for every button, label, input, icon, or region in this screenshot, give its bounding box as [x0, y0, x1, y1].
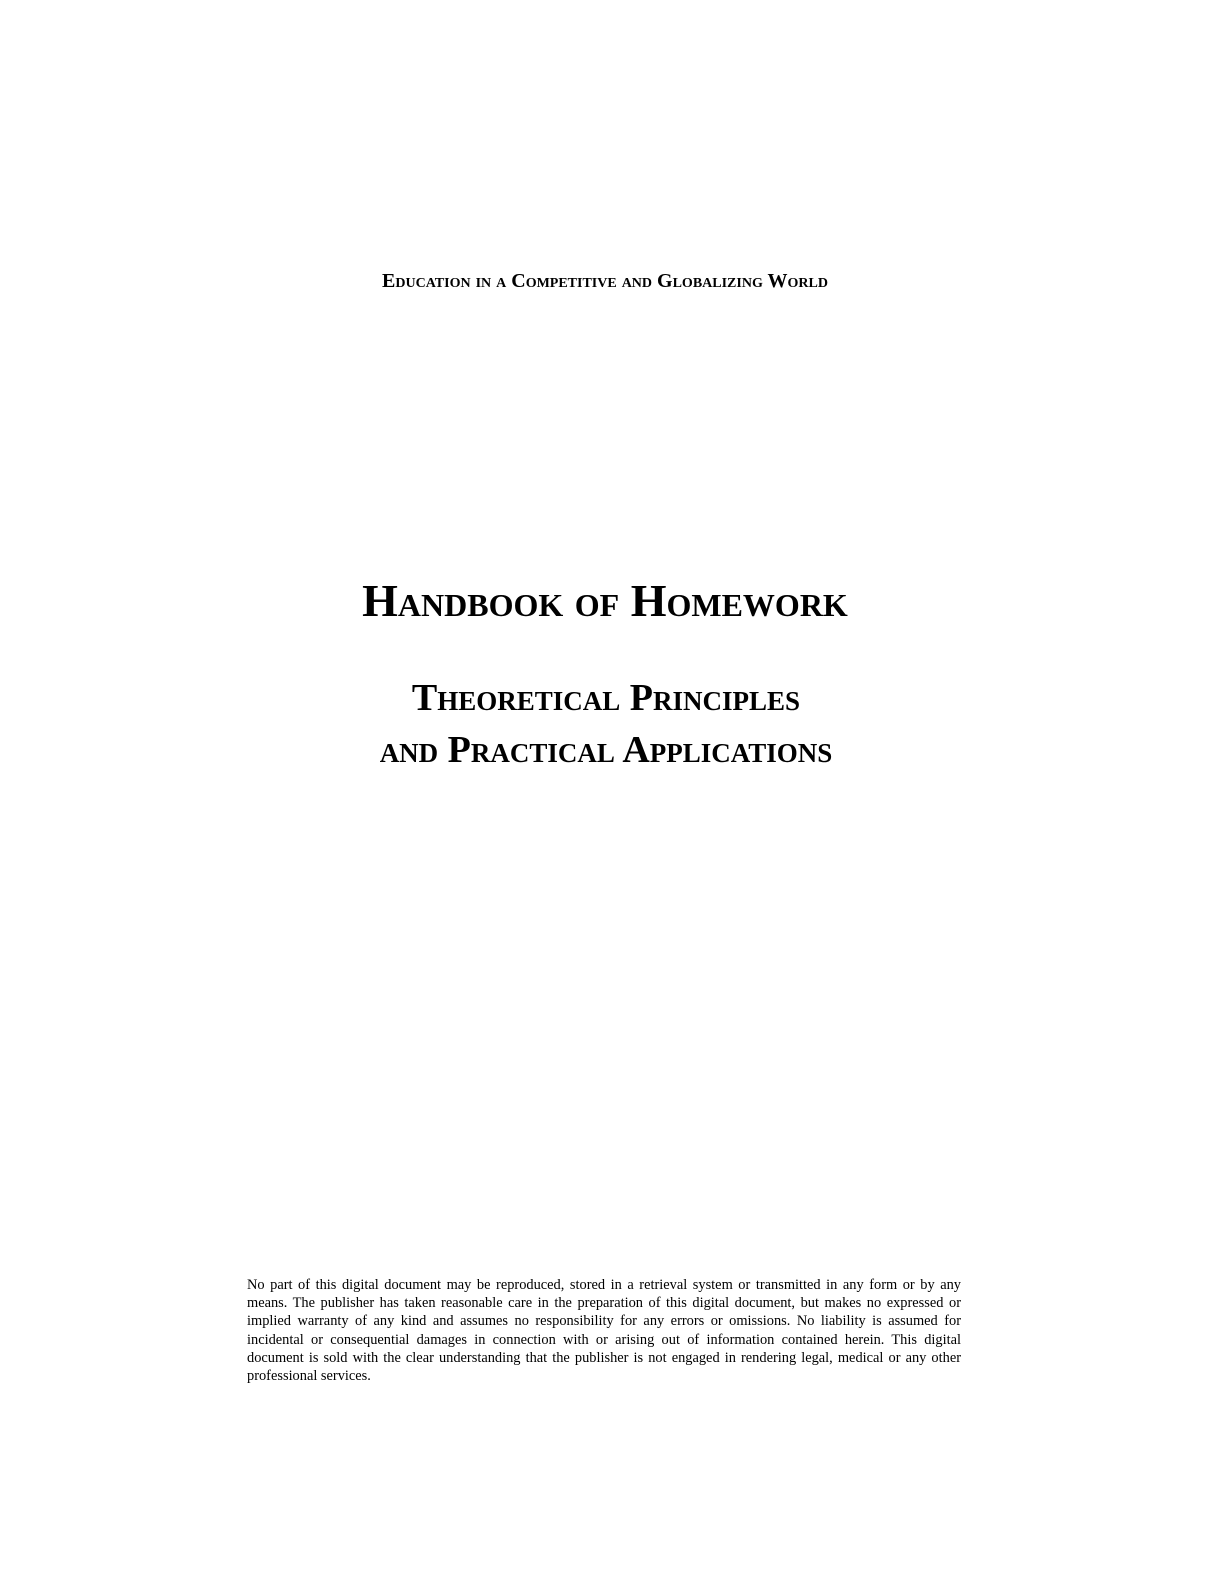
book-title: Handbook of Homework — [362, 575, 848, 626]
subtitle-line-1: Theoretical Principles — [411, 677, 801, 719]
series-title: Education in a Competitive and Globalizing World — [382, 270, 828, 292]
copyright-disclaimer: No part of this digital document may be reproduced, stored in a retrieval system or transmitted in any form or by any means. The publisher has taken reasonable care in the preparation of this digital document, but makes no expressed or implied warranty of any kind and assumes no responsibility for any errors or omissions. No liability is assumed for incidental or consequential damages in connection with or arising out of information contained herein. This digital document is sold with the clear understanding that the publisher is not engaged in rendering legal, medical or any other professional services. — [247, 1277, 961, 1385]
book-subtitle — [0, 674, 1212, 778]
subtitle-line-2: and Practical Applications — [379, 729, 833, 771]
